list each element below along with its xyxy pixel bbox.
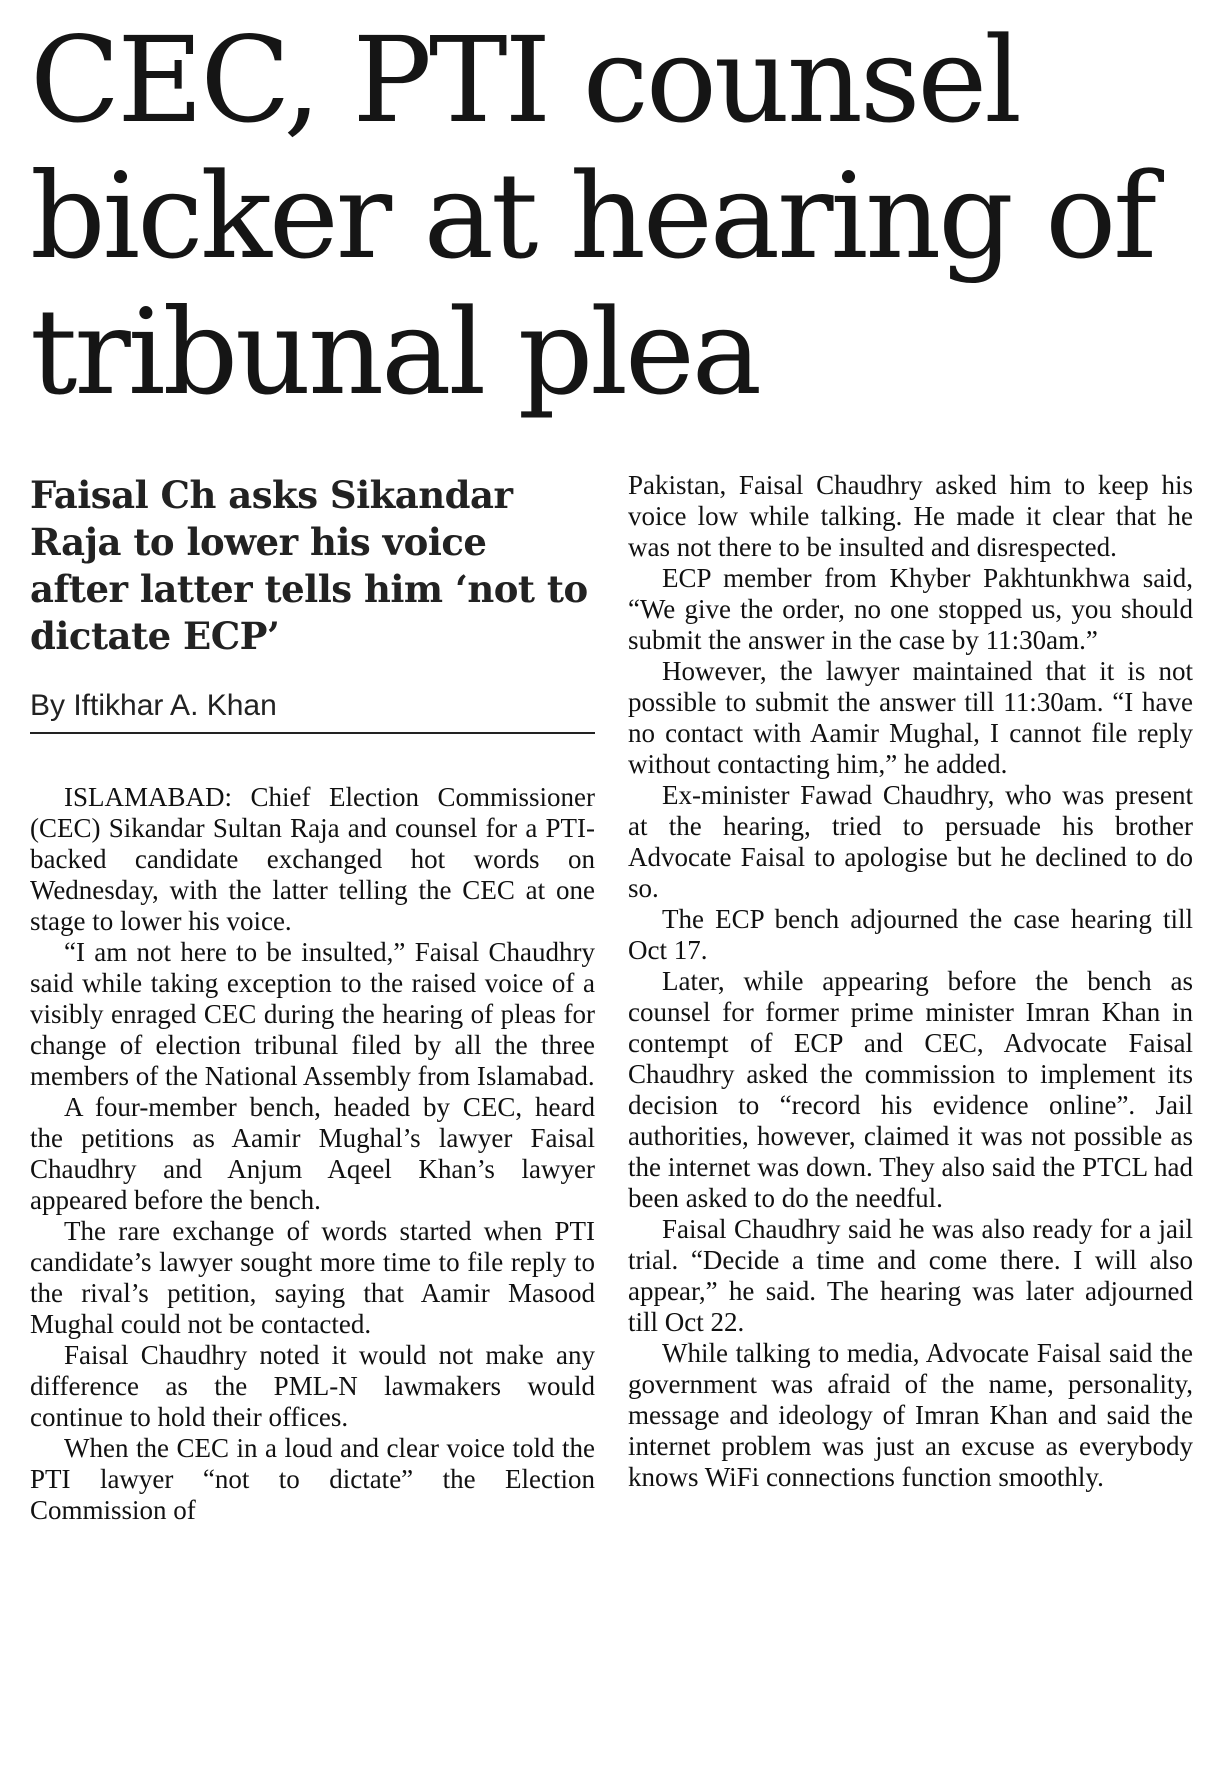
paragraph: Faisal Chaudhry said he was also ready for a jail trial. “Decide a time and come there. I will also appear,” he said. The hearing was later adjourned till Oct 22.	[628, 1214, 1193, 1337]
paragraph: The ECP bench adjourned the case hearing till Oct 17.	[628, 904, 1193, 965]
byline: By Iftikhar A. Khan	[30, 686, 595, 734]
paragraph: Later, while appearing before the bench as counsel for former prime minister Imran Khan in contempt of ECP and CEC, Advocate Faisal Chaudhry asked the commission to implement its decision to “record his evidence online”. Jail authorities, however, claimed it was not possible as the internet was down. They also said the PTCL had been asked to do the needful.	[628, 966, 1193, 1213]
article-body-left	[30, 782, 595, 1526]
article-column-right	[628, 470, 1193, 1493]
paragraph: Ex-minister Fawad Chaudhry, who was present at the hearing, tried to persuade his brother Advocate Faisal to apologise but he declined to do so.	[628, 780, 1193, 903]
paragraph: Pakistan, Faisal Chaudhry asked him to keep his voice low while talking. He made it clear that he was not there to be insulted and disrespected.	[628, 470, 1193, 562]
paragraph: While talking to media, Advocate Faisal said the government was afraid of the name, personality, message and ideology of Imran Khan and said the internet problem was just an excuse as everybody knows WiFi connections function smoothly.	[628, 1338, 1193, 1492]
subheadline: Faisal Ch asks Sikandar Raja to lower his voice after latter tells him ‘not to dictate ECP’	[30, 473, 588, 658]
paragraph: “I am not here to be insulted,” Faisal Chaudhry said while taking exception to the raised voice of a visibly enraged CEC during the hearing of pleas for change of election tribunal filed by all the three members of the National Assembly from Islamabad.	[30, 937, 595, 1091]
article-body-right	[628, 470, 1193, 1493]
paragraph: The rare exchange of words started when PTI candidate’s lawyer sought more time to file reply to the rival’s petition, saying that Aamir Masood Mughal could not be contacted.	[30, 1216, 595, 1339]
paragraph: ISLAMABAD: Chief Election Commissioner (CEC) Sikandar Sultan Raja and counsel for a PTI-backed candidate exchanged hot words on Wednesday, with the latter telling the CEC at one stage to lower his voice.	[30, 782, 595, 936]
paragraph: When the CEC in a loud and clear voice told the PTI lawyer “not to dictate” the Election Commission of	[30, 1433, 595, 1525]
article-column-left	[30, 472, 595, 1526]
paragraph: ECP member from Khyber Pakhtunkhwa said, “We give the order, no one stopped us, you should submit the answer in the case by 11:30am.”	[628, 563, 1193, 655]
paragraph: Faisal Chaudhry noted it would not make any difference as the PML-N lawmakers would continue to hold their offices.	[30, 1340, 595, 1432]
headline: CEC, PTI counsel bicker at hearing of tribunal plea	[30, 11, 1154, 421]
paragraph: A four-member bench, headed by CEC, heard the petitions as Aamir Mughal’s lawyer Faisal Chaudhry and Anjum Aqeel Khan’s lawyer appeared before the bench.	[30, 1092, 595, 1215]
paragraph: However, the lawyer maintained that it is not possible to submit the answer till 11:30am. “I have no contact with Aamir Mughal, I cannot file reply without contacting him,” he added.	[628, 656, 1193, 779]
